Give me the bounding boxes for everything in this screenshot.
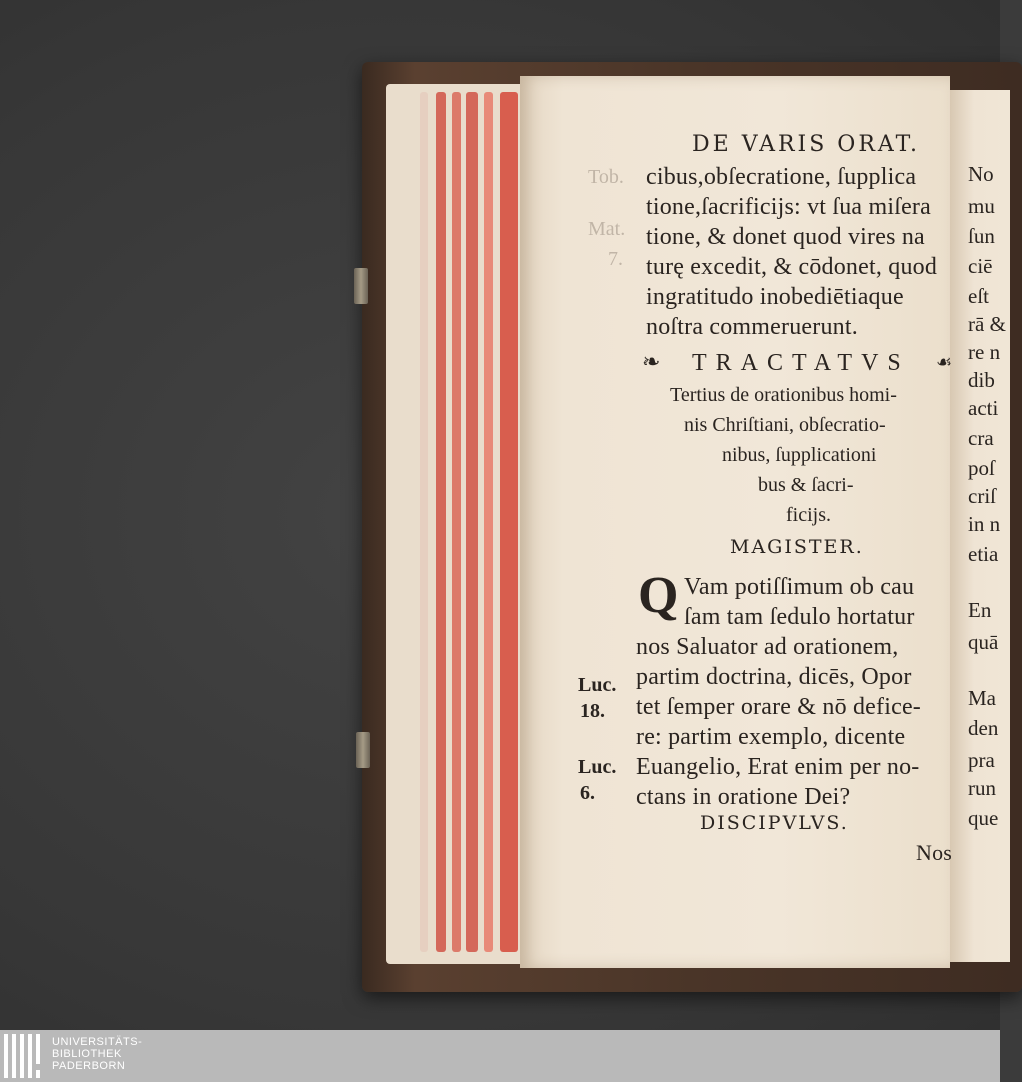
fleuron-icon: ❧ [642,350,661,375]
footer-bar [0,1030,1000,1082]
text-line: ſam tam ſedulo hortatur [684,604,915,630]
text-line: noſtra commeruerunt. [646,314,858,340]
facing-fragment: Ma [968,686,996,710]
text-line: nos Saluator ad orationem, [636,634,899,660]
facing-fragment: En [968,598,992,622]
margin-note-number: 18. [580,700,605,722]
page-edge [500,92,518,952]
facing-fragment: den [968,716,999,740]
page-edge [420,92,428,952]
bleed-note: Mat. [588,218,626,240]
bleed-note: Tob. [588,166,624,188]
text-line: ingratitudo inobediētiaque [646,284,904,310]
running-head: DE VARIS ORAT. [692,132,921,157]
text-line: re: partim exemplo, dicente [636,724,906,750]
library-name-line: UNIVERSITÄTS- [52,1036,143,1048]
page-edge [484,92,493,952]
bleed-note: 7. [608,248,623,270]
catchword: Nos [916,840,953,865]
facing-fragment: cra [968,426,994,450]
page-edge [436,92,446,952]
facing-fragment: re n [968,340,1001,364]
facing-fragment: ciē [968,254,993,278]
facing-fragment: run [968,776,996,800]
facing-fragment: dib [968,368,995,392]
facing-fragment: criſ [968,484,996,508]
subtitle-line: ficijs. [786,504,831,526]
margin-note-label: Luc. [578,674,617,696]
page-edge [466,92,478,952]
fleuron-icon: ☙ [936,352,953,373]
facing-fragment: mu [968,194,995,218]
text-line: Euangelio, Erat enim per no- [636,754,920,780]
text-line: cibus,obſecratione, ſupplica [646,164,917,190]
library-name-line: PADERBORN [52,1060,126,1072]
facing-fragment: que [968,806,999,830]
page-edge [452,92,461,952]
facing-fragment: etia [968,542,999,566]
facing-fragment: ſun [968,224,995,248]
drop-cap: Q [638,567,679,624]
text-line: Vam potiſſimum ob cau [684,574,915,600]
text-line: tione, & donet quod vires na [646,224,925,250]
margin-note-number: 6. [580,782,595,804]
speaker-label: DISCIPVLVS. [700,812,849,834]
library-name-line: BIBLIOTHEK [52,1048,122,1060]
section-title: TRACTATVS [692,350,910,376]
margin-note-label: Luc. [578,756,617,778]
facing-fragment: acti [968,396,999,420]
facing-fragment: No [968,162,994,186]
facing-fragment: quā [968,630,999,654]
text-line: tione,ſacrificijs: vt ſua miſera [646,194,931,220]
text-line: tet ſemper orare & nō defice- [636,694,921,720]
clasp-lower [356,732,370,768]
facing-fragment: pra [968,748,995,772]
text-line: partim doctrina, dicēs, Opor [636,664,912,690]
subtitle-line: nibus, ſupplicationi [722,444,877,466]
facing-fragment: poſ [968,456,995,480]
facing-fragment: in n [968,512,1001,536]
clasp-upper [354,268,368,304]
speaker-label: MAGISTER. [730,536,864,558]
subtitle-line: Tertius de orationibus homi- [670,384,897,406]
text-line: ctans in oratione Dei? [636,784,851,810]
text-line: turę excedit, & cōdonet, quod [646,254,938,280]
library-logo-icon [4,1034,46,1078]
subtitle-line: nis Chriſtiani, obſecratio- [684,414,886,436]
facing-fragment: rā & [968,312,1006,336]
subtitle-line: bus & ſacri- [758,474,854,496]
facing-fragment: eſt [968,284,989,308]
